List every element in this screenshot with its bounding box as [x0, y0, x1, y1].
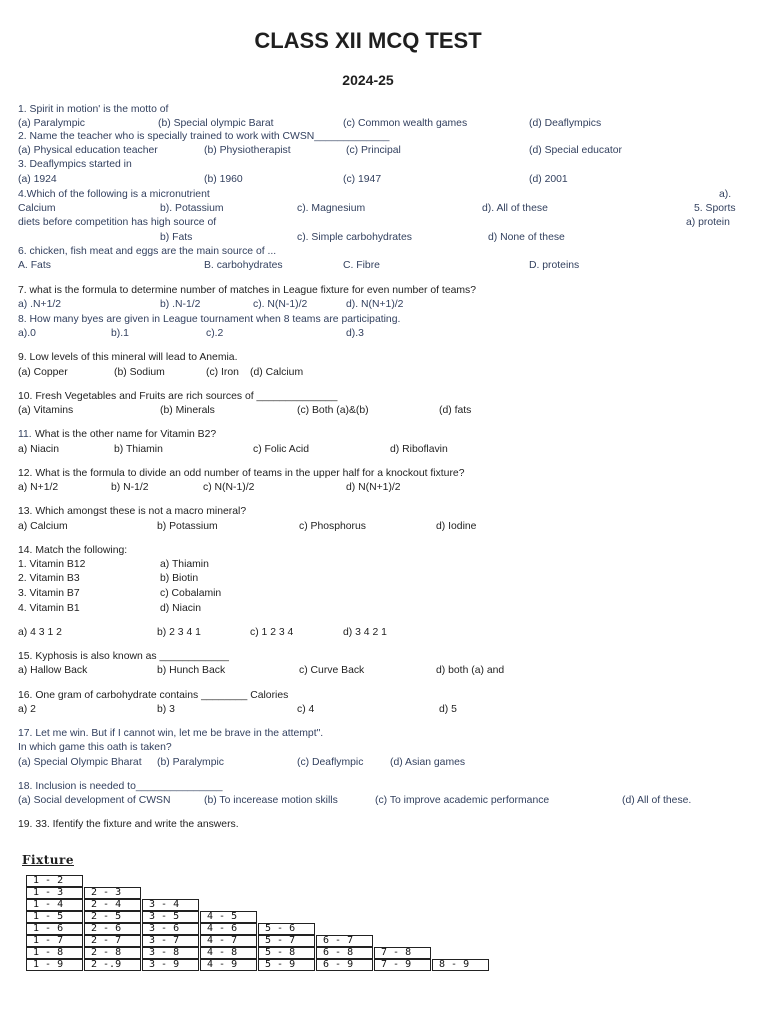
session-year: 2024-25	[342, 72, 394, 88]
fixture-cell: 5 - 9	[258, 959, 315, 971]
fixture-cell: 3 - 7	[142, 935, 199, 947]
q5-option-c: c). Simple carbohydrates	[297, 232, 412, 243]
q1-option-a: (a) Paralympic	[18, 118, 85, 129]
q8-option-d: d).3	[346, 328, 364, 339]
q12-option-c: c) N(N-1)/2	[203, 482, 255, 493]
q6-option-a: A. Fats	[18, 260, 51, 271]
q3-option-a: (a) 1924	[18, 174, 57, 185]
question-10: 10. Fresh Vegetables and Fruits are rich sources of ______________	[18, 391, 338, 402]
fixture-cell: 7 - 9	[374, 959, 431, 971]
fixture-cell: 2 - 5	[84, 911, 141, 923]
question-14: 14. Match the following:	[18, 545, 128, 556]
q8-option-b: b).1	[111, 328, 129, 339]
q13-option-c: c) Phosphorus	[299, 521, 366, 532]
question-5-continued: diets before competition has high source of	[18, 217, 217, 228]
fixture-cell: 6 - 7	[316, 935, 373, 947]
q14-right-3: c) Cobalamin	[160, 588, 222, 599]
fixture-cell: 2 - 8	[84, 947, 141, 959]
question-8: 8. How many byes are given in League tournament when 8 teams are participating.	[18, 314, 401, 325]
fixture-cell: 4 - 6	[200, 923, 257, 935]
q3-option-d: (d) 2001	[529, 174, 568, 185]
question-13: 13. Which amongst these is not a macro mineral?	[18, 506, 247, 517]
q3-option-c: (c) 1947	[343, 174, 382, 185]
question-4: 4.Which of the following is a micronutrient	[18, 189, 210, 200]
q2-option-a: (a) Physical education teacher	[18, 145, 158, 156]
question-7: 7. what is the formula to determine number of matches in League fixture for even number of teams?	[18, 285, 477, 296]
q10-option-a: (a) Vitamins	[18, 405, 74, 416]
question-15: 15. Kyphosis is also known as ____________	[18, 651, 229, 662]
q1-option-d: (d) Deaflympics	[529, 118, 602, 129]
q11-option-a: a) Niacin	[18, 444, 59, 455]
q12-option-b: b) N-1/2	[111, 482, 149, 493]
fixture-cell: 3 - 4	[142, 899, 199, 911]
q9-option-b: (b) Sodium	[114, 367, 165, 378]
q18-option-c: (c) To improve academic performance	[375, 795, 550, 806]
q14-left-4: 4. Vitamin B1	[18, 603, 80, 614]
fixture-cell: 2 - 3	[84, 887, 141, 899]
q11-option-c: c) Folic Acid	[253, 444, 310, 455]
fixture-cell: 3 - 5	[142, 911, 199, 923]
fixture-cell: 1 - 8	[26, 947, 83, 959]
fixture-cell: 2 - 6	[84, 923, 141, 935]
q8-option-c: c).2	[206, 328, 224, 339]
q15-option-d: d) both (a) and	[436, 665, 505, 676]
fixture-cell: 3 - 6	[142, 923, 199, 935]
q11-option-d: d) Riboflavin	[390, 444, 448, 455]
q16-option-c: c) 4	[297, 704, 315, 715]
q6-option-b: B. carbohydrates	[204, 260, 283, 271]
question-9: 9. Low levels of this mineral will lead to Anemia.	[18, 352, 238, 363]
q13-option-d: d) Iodine	[436, 521, 477, 532]
q7-option-a: a) .N+1/2	[18, 299, 62, 310]
q1-option-c: (c) Common wealth games	[343, 118, 468, 129]
fixture-cell: 4 - 5	[200, 911, 257, 923]
fixture-cell: 4 - 7	[200, 935, 257, 947]
q14-option-d: d) 3 4 2 1	[343, 627, 387, 638]
question-19: 19. 33. Ifentify the fixture and write the answers.	[18, 819, 239, 830]
q10-option-b: (b) Minerals	[160, 405, 215, 416]
fixture-label: Fixture	[22, 853, 74, 867]
q15-option-c: c) Curve Back	[299, 665, 365, 676]
question-5: 5. Sports	[694, 203, 736, 214]
q14-right-1: a) Thiamin	[160, 559, 209, 570]
q16-option-d: d) 5	[439, 704, 457, 715]
fixture-cell: 4 - 9	[200, 959, 257, 971]
q8-option-a: a).0	[18, 328, 36, 339]
q17-option-c: (c) Deaflympic	[297, 757, 364, 768]
q13-option-a: a) Calcium	[18, 521, 68, 532]
fixture-cell: 1 - 6	[26, 923, 83, 935]
q1-option-b: (b) Special olympic Barat	[158, 118, 274, 129]
q17-option-b: (b) Paralympic	[157, 757, 224, 768]
q7-option-b: b) .N-1/2	[160, 299, 201, 310]
fixture-cell: 1 - 3	[26, 887, 83, 899]
fixture-cell: 1 - 2	[26, 875, 83, 887]
question-16: 16. One gram of carbohydrate contains ________ Calories	[18, 690, 289, 701]
question-17: 17. Let me win. But if I cannot win, let me be brave in the attempt".	[18, 728, 324, 739]
fixture-cell: 7 - 8	[374, 947, 431, 959]
q16-option-b: b) 3	[157, 704, 175, 715]
fixture-cell: 1 - 5	[26, 911, 83, 923]
q14-option-c: c) 1 2 3 4	[250, 627, 294, 638]
q17-option-d: (d) Asian games	[390, 757, 466, 768]
fixture-cell: 1 - 4	[26, 899, 83, 911]
fixture-cell: 1 - 7	[26, 935, 83, 947]
q12-option-a: a) N+1/2	[18, 482, 59, 493]
q4-option-d: d). All of these	[482, 203, 548, 214]
question-3: 3. Deaflympics started in	[18, 159, 132, 170]
q10-option-c: (c) Both (a)&(b)	[297, 405, 369, 416]
q9-option-c: (c) Iron	[206, 367, 239, 378]
q18-option-d: (d) All of these.	[622, 795, 692, 806]
q14-right-2: b) Biotin	[160, 573, 199, 584]
q5-option-d: d) None of these	[488, 232, 565, 243]
fixture-cell: 2 - 4	[84, 899, 141, 911]
q9-option-a: (a) Copper	[18, 367, 68, 378]
question-1: 1. Spirit in motion' is the motto of	[18, 104, 169, 115]
q14-left-2: 2. Vitamin B3	[18, 573, 80, 584]
q2-option-d: (d) Special educator	[529, 145, 622, 156]
q16-option-a: a) 2	[18, 704, 36, 715]
fixture-cell: 4 - 8	[200, 947, 257, 959]
question-11: What is the other name for Vitamin B2?	[35, 429, 217, 440]
q6-option-d: D. proteins	[529, 260, 580, 271]
q17-option-a: (a) Special Olympic Bharat	[18, 757, 142, 768]
q14-option-b: b) 2 3 4 1	[157, 627, 201, 638]
fixture-cell: 8 - 9	[432, 959, 489, 971]
question-11-number: 11.	[18, 429, 32, 440]
q5-option-b: b) Fats	[160, 232, 193, 243]
question-17-continued: In which game this oath is taken?	[18, 742, 172, 753]
q14-left-3: 3. Vitamin B7	[18, 588, 80, 599]
q5-option-a: a) protein	[686, 217, 730, 228]
fixture-cell: 6 - 8	[316, 947, 373, 959]
fixture-cell: 3 - 9	[142, 959, 199, 971]
q14-left-1: 1. Vitamin B12	[18, 559, 86, 570]
q2-option-b: (b) Physiotherapist	[204, 145, 291, 156]
q15-option-b: b) Hunch Back	[157, 665, 226, 676]
q14-option-a: a) 4 3 1 2	[18, 627, 62, 638]
q18-option-b: (b) To incerease motion skills	[204, 795, 338, 806]
q4-option-c: c). Magnesium	[297, 203, 366, 214]
q4-option-a-label: a).	[719, 189, 732, 200]
fixture-cell: 2 -.9	[84, 959, 141, 971]
question-12: 12. What is the formula to divide an odd number of teams in the upper half for a knockout fixture?	[18, 468, 465, 479]
fixture-cell: 2 - 7	[84, 935, 141, 947]
q11-option-b: b) Thiamin	[114, 444, 163, 455]
q3-option-b: (b) 1960	[204, 174, 243, 185]
fixture-cell: 1 - 9	[26, 959, 83, 971]
q18-option-a: (a) Social development of CWSN	[18, 795, 171, 806]
fixture-cell: 5 - 6	[258, 923, 315, 935]
page-title: CLASS XII MCQ TEST	[254, 28, 482, 53]
q14-right-4: d) Niacin	[160, 603, 201, 614]
fixture-cell: 6 - 9	[316, 959, 373, 971]
q4-option-a: Calcium	[18, 203, 56, 214]
question-2: 2. Name the teacher who is specially trained to work with CWSN_____________	[18, 131, 390, 142]
fixture-cell: 5 - 8	[258, 947, 315, 959]
q9-option-d: (d) Calcium	[250, 367, 304, 378]
q4-option-b: b). Potassium	[160, 203, 224, 214]
q7-option-c: c). N(N-1)/2	[253, 299, 308, 310]
q10-option-d: (d) fats	[439, 405, 472, 416]
q6-option-c: C. Fibre	[343, 260, 380, 271]
q13-option-b: b) Potassium	[157, 521, 218, 532]
q12-option-d: d) N(N+1)/2	[346, 482, 401, 493]
q2-option-c: (c) Principal	[346, 145, 401, 156]
q7-option-d: d). N(N+1)/2	[346, 299, 404, 310]
fixture-cell: 5 - 7	[258, 935, 315, 947]
question-18: 18. Inclusion is needed to_______________	[18, 781, 223, 792]
question-6: 6. chicken, fish meat and eggs are the main source of ...	[18, 246, 277, 257]
q15-option-a: a) Hallow Back	[18, 665, 88, 676]
fixture-cell: 3 - 8	[142, 947, 199, 959]
